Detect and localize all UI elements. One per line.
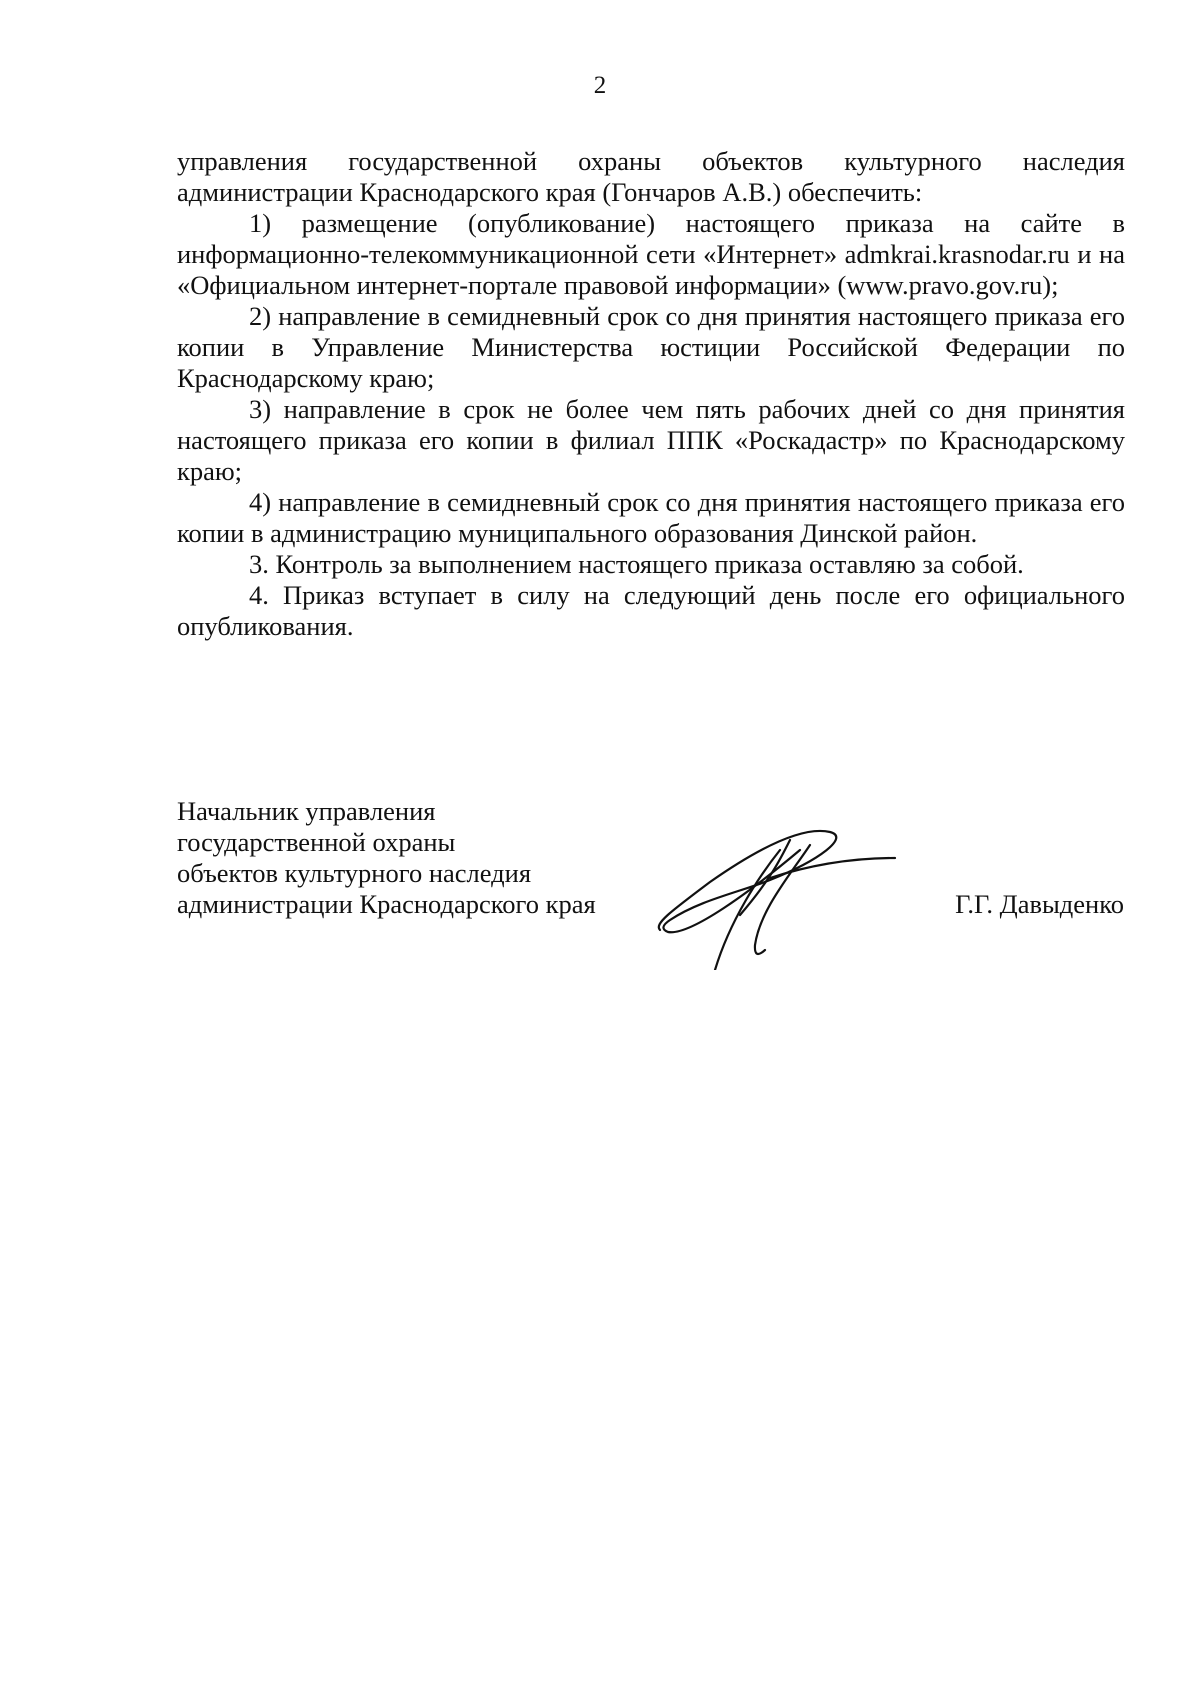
paragraph-clause-4: 4. Приказ вступает в силу на следующий день после его официального опубликования.: [177, 580, 1125, 641]
signatory-title-line: администрации Краснодарского края: [177, 889, 596, 919]
document-body: [177, 146, 1125, 642]
paragraph-item-2: 2) направление в семидневный срок со дня принятия настоящего приказа его копии в Управление Министерства юстиции Российской Федерации по Краснодарскому краю;: [177, 301, 1125, 393]
handwritten-signature: [650, 820, 900, 970]
signatory-title-line: Начальник управления: [177, 796, 436, 826]
signatory-title: [177, 796, 596, 920]
paragraph-item-1: 1) размещение (опубликование) настоящего приказа на сайте в информационно-телекоммуникационной сети «Интернет» admkrai.krasnodar.ru и на «Официальном интернет-портале правовой информации» (www.pravo.gov.ru);: [177, 208, 1125, 300]
signatory-title-line: объектов культурного наследия: [177, 858, 532, 888]
paragraph-item-4: 4) направление в семидневный срок со дня принятия настоящего приказа его копии в администрацию муниципального образования Динской район.: [177, 487, 1125, 548]
signatory-title-line: государственной охраны: [177, 827, 456, 857]
paragraph-clause-3: 3. Контроль за выполнением настоящего приказа оставляю за собой.: [249, 549, 1024, 579]
signatory-name: Г.Г. Давыденко: [955, 889, 1124, 919]
paragraph-intro: управления государственной охраны объектов культурного наследия администрации Краснодарского края (Гончаров А.В.) обеспечить:: [177, 146, 1125, 207]
page-number: 2: [593, 72, 607, 99]
paragraph-item-3: 3) направление в срок не более чем пять рабочих дней со дня принятия настоящего приказа его копии в филиал ППК «Роскадастр» по Краснодарскому краю;: [177, 394, 1125, 486]
